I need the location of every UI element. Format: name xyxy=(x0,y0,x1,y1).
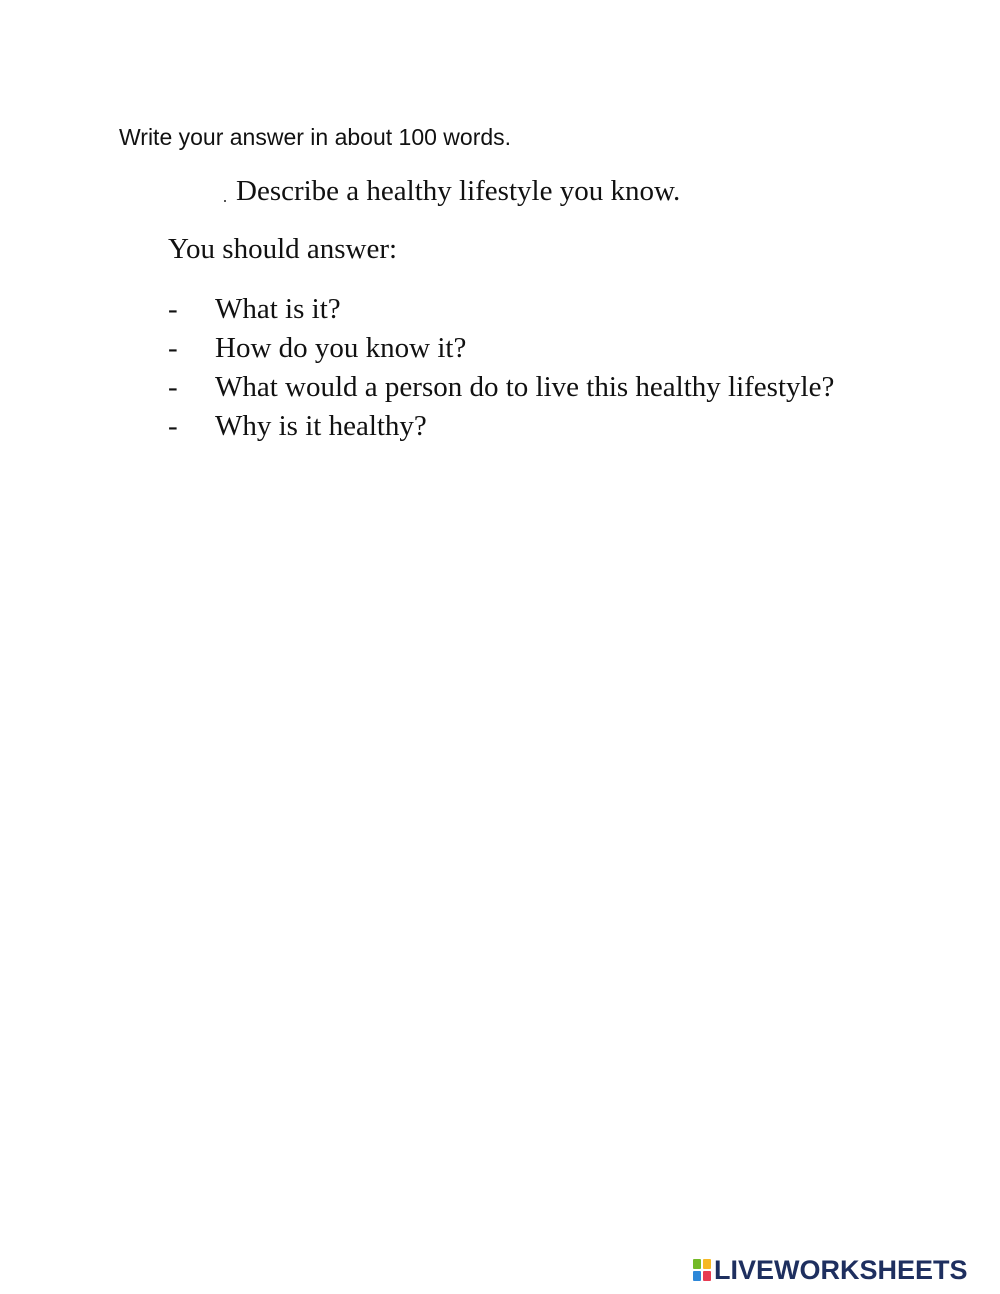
logo-square-yellow xyxy=(703,1259,711,1269)
liveworksheets-logo-icon xyxy=(693,1259,711,1281)
question-bullet: - xyxy=(168,410,178,442)
task-heading: Describe a healthy lifestyle you know. xyxy=(236,175,681,207)
question-bullet: - xyxy=(168,293,178,325)
logo-square-blue xyxy=(693,1271,701,1281)
question-bullet: - xyxy=(168,371,178,403)
question-bullet: - xyxy=(168,332,178,364)
question-text: Why is it healthy? xyxy=(215,410,427,442)
question-text: What would a person do to live this healthy lifestyle? xyxy=(215,371,835,403)
logo-square-green xyxy=(693,1259,701,1269)
question-text: How do you know it? xyxy=(215,332,467,364)
brand-name: LIVEWORKSHEETS xyxy=(714,1255,968,1285)
scan-mark xyxy=(224,200,226,202)
question-text: What is it? xyxy=(215,293,341,325)
answer-guidance-label: You should answer: xyxy=(168,233,398,265)
liveworksheets-brand xyxy=(693,1256,968,1284)
instruction-text: Write your answer in about 100 words. xyxy=(119,124,512,150)
logo-square-red xyxy=(703,1271,711,1281)
